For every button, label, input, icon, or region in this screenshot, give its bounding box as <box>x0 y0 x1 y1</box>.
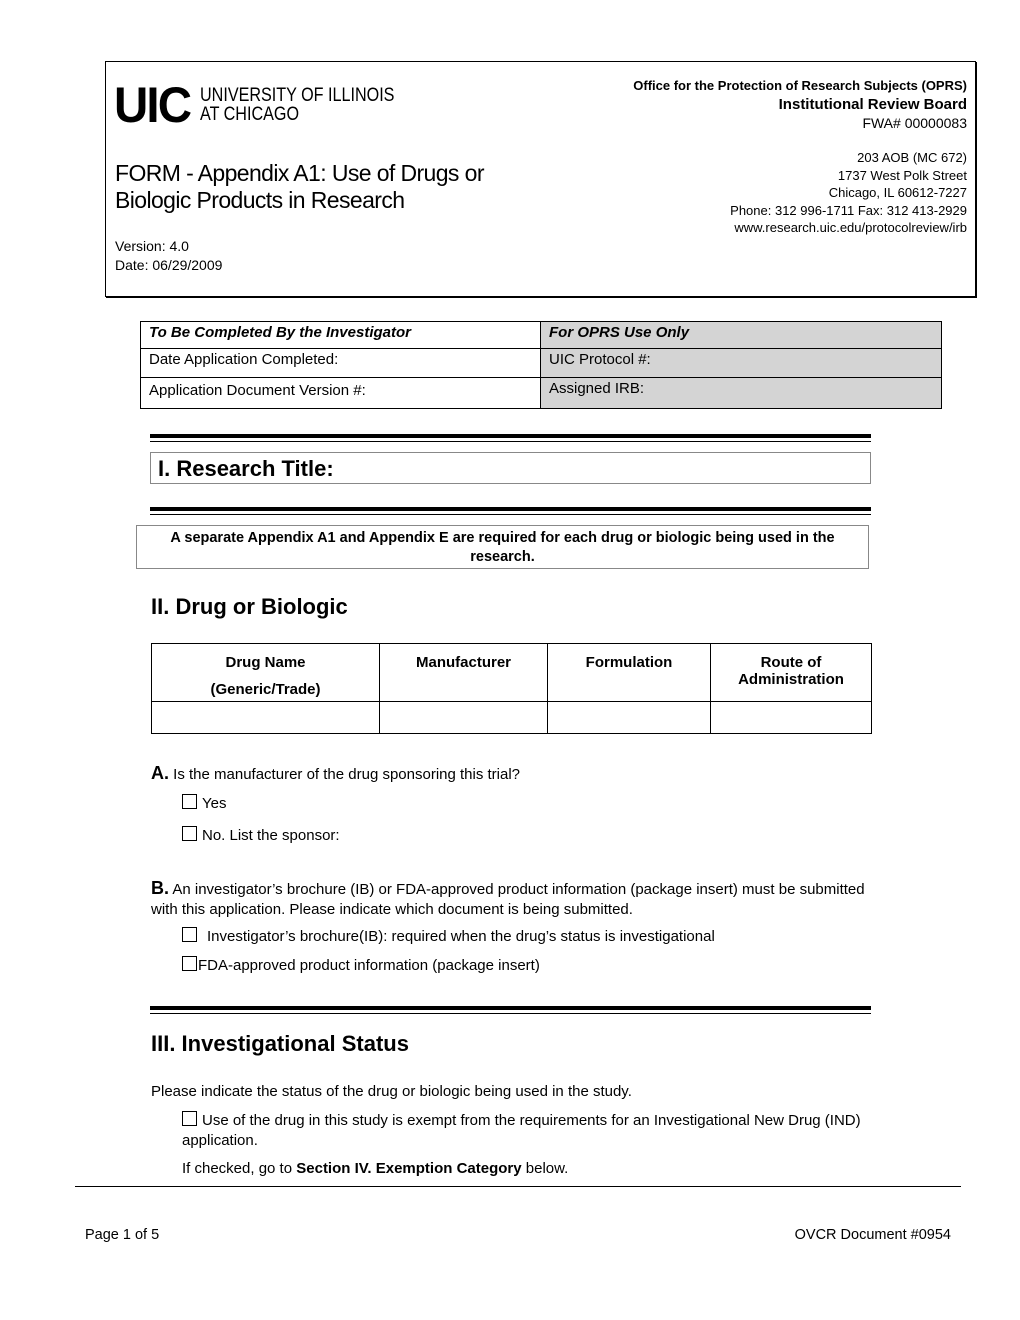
formulation-cell[interactable] <box>548 702 711 734</box>
checkbox-icon[interactable] <box>182 826 197 841</box>
option-label: Yes <box>202 795 227 812</box>
option-package-insert[interactable] <box>182 956 540 976</box>
question-a <box>151 763 520 785</box>
col-route: Route of Administration <box>711 644 872 702</box>
option-yes[interactable] <box>182 794 226 814</box>
website-link[interactable]: www.research.uic.edu/protocolreview/irb <box>734 220 967 235</box>
logo-sub2: AT CHICAGO <box>200 104 300 125</box>
admin-table <box>140 321 942 409</box>
option-label: FDA-approved product information (package insert) <box>198 957 540 974</box>
question-text: Is the manufacturer of the drug sponsoring this trial? <box>173 766 521 783</box>
option-no[interactable] <box>182 826 340 846</box>
page-number: Page 1 of 5 <box>85 1227 160 1243</box>
section3-intro: Please indicate the status of the drug or biologic being used in the study. <box>151 1083 632 1100</box>
col-manufacturer: Manufacturer <box>380 644 548 702</box>
question-letter: A. <box>151 763 169 783</box>
logo-sub1: UNIVERSITY OF ILLINOIS <box>200 85 395 106</box>
option-label: No. List the sponsor: <box>202 827 340 844</box>
notice-box: A separate Appendix A1 and Appendix E are required for each drug or biologic being used in the research. <box>136 525 869 569</box>
question-text: An investigator’s brochure (IB) or FDA-approved product information (package insert) must be submitted with this application. Please indicate which document is being submitted. <box>151 881 865 918</box>
col-formulation: Formulation <box>548 644 711 702</box>
option-exempt[interactable] <box>182 1111 872 1151</box>
manufacturer-cell[interactable] <box>380 702 548 734</box>
exempt-note <box>182 1159 568 1179</box>
phone-fax: Phone: 312 996-1711 Fax: 312 413-2929 <box>730 202 967 218</box>
drug-name-cell[interactable] <box>152 702 380 734</box>
question-b <box>151 878 876 920</box>
section2-heading: II. Drug or Biologic <box>151 594 348 619</box>
title-line: Biologic Products in Research <box>115 187 405 213</box>
office-info <box>633 77 967 133</box>
option-label: Investigator’s brochure(IB): required when the drug’s status is investigational <box>207 928 715 945</box>
checkbox-icon[interactable] <box>182 1111 197 1126</box>
question-letter: B. <box>151 878 169 898</box>
investigator-header: To Be Completed By the Investigator <box>141 322 541 349</box>
title-line: FORM - Appendix A1: Use of Drugs or <box>115 160 484 186</box>
protocol-number-field: UIC Protocol #: <box>541 349 942 378</box>
address-block <box>730 149 967 237</box>
uic-logo <box>112 77 429 133</box>
date-completed-field[interactable]: Date Application Completed: <box>141 349 541 378</box>
fwa-number: FWA# 00000083 <box>862 115 967 131</box>
version: Version: 4.0 <box>115 238 189 254</box>
date: Date: 06/29/2009 <box>115 257 223 273</box>
option-label: Use of the drug in this study is exempt from the requirements for an Investigational New Drug (IND) application. <box>182 1112 861 1149</box>
footer-divider <box>75 1186 961 1187</box>
drug-table <box>151 643 872 734</box>
checkbox-icon[interactable] <box>182 794 197 809</box>
document-number: OVCR Document #0954 <box>794 1227 951 1243</box>
address-line: 203 AOB (MC 672) <box>857 150 967 165</box>
office-name: Office for the Protection of Research Subjects (OPRS) <box>633 78 967 93</box>
document-version-field[interactable]: Application Document Version #: <box>141 378 541 409</box>
form-title <box>115 160 484 214</box>
assigned-irb-field: Assigned IRB: <box>541 378 942 409</box>
research-title-field[interactable] <box>150 452 871 484</box>
version-info <box>115 237 222 275</box>
route-cell[interactable] <box>711 702 872 734</box>
col-drug-name: Drug Name <box>225 654 306 671</box>
note-text: below. <box>521 1160 569 1177</box>
address-line: 1737 West Polk Street <box>837 167 967 183</box>
section1-heading: I. Research Title: <box>158 456 334 481</box>
oprs-header: For OPRS Use Only <box>541 322 942 349</box>
address-line: Chicago, IL 60612-7227 <box>828 185 967 200</box>
note-text: If checked, go to <box>182 1160 297 1177</box>
checkbox-icon[interactable] <box>182 927 197 942</box>
option-ib[interactable] <box>182 927 715 947</box>
board-name: Institutional Review Board <box>778 95 967 113</box>
section-divider <box>150 507 871 515</box>
section-divider <box>150 1006 871 1014</box>
section-divider <box>150 434 871 442</box>
note-link: Section IV. Exemption Category <box>296 1160 522 1177</box>
col-drug-name-sub: (Generic/Trade) <box>210 681 321 698</box>
section3-heading: III. Investigational Status <box>151 1031 409 1056</box>
logo-text: UIC <box>114 77 191 133</box>
checkbox-icon[interactable] <box>182 956 197 971</box>
